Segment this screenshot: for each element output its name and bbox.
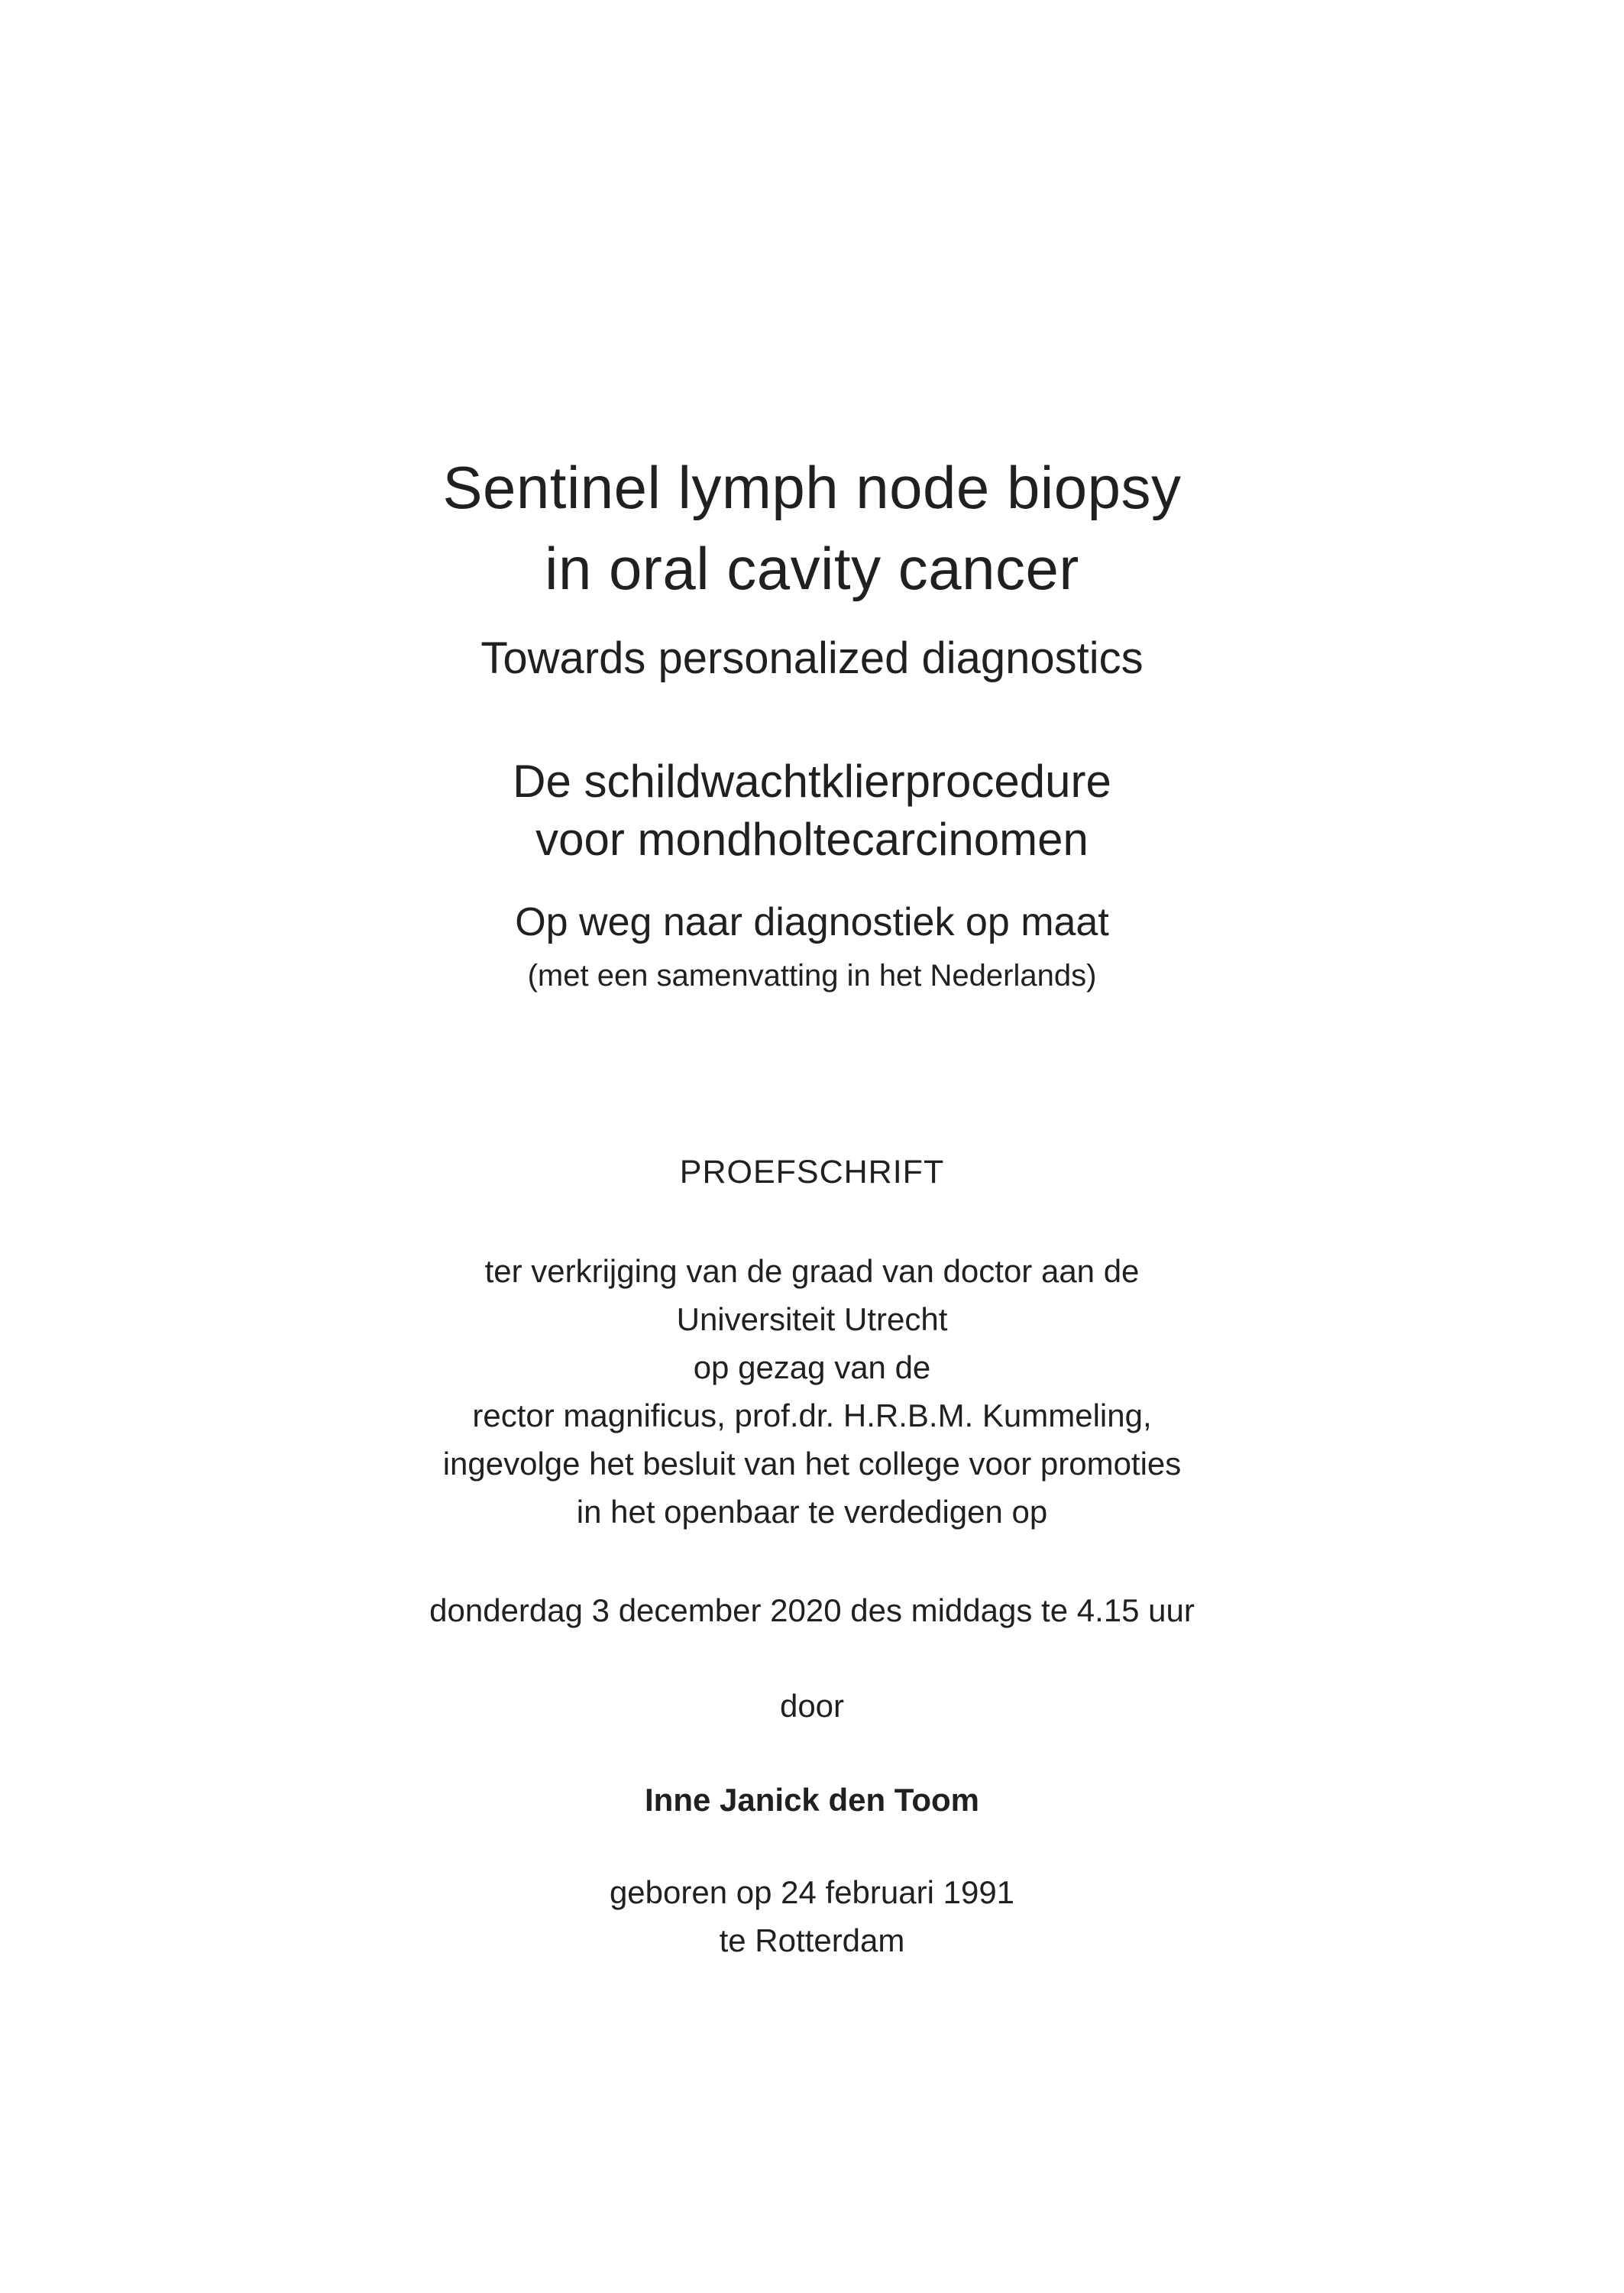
degree-statement-line-5: ingevolge het besluit van het college voor promoties xyxy=(442,1446,1182,1482)
english-subtitle: Towards personalized diagnostics xyxy=(480,633,1144,683)
defense-date: donderdag 3 december 2020 des middags te 4.15 uur xyxy=(429,1592,1195,1628)
birth-date-line: geboren op 24 februari 1991 xyxy=(609,1874,1015,1910)
degree-statement-line-2: Universiteit Utrecht xyxy=(676,1301,948,1337)
degree-statement-line-1: ter verkrijging van de graad van doctor aan de xyxy=(484,1253,1140,1289)
by-label: door xyxy=(779,1688,845,1724)
author-name: Inne Janick den Toom xyxy=(645,1782,979,1818)
degree-statement-line-4: rector magnificus, prof.dr. H.R.B.M. Kummeling, xyxy=(472,1397,1152,1433)
english-title-line-2: in oral cavity cancer xyxy=(545,535,1079,602)
degree-statement xyxy=(0,1247,1624,1536)
degree-statement-line-6: in het openbaar te verdedigen op xyxy=(576,1494,1048,1530)
birth-place-line: te Rotterdam xyxy=(719,1922,905,1958)
birth-info xyxy=(0,1868,1624,1964)
dutch-summary-note: (met een samenvatting in het Nederlands) xyxy=(527,959,1097,993)
dutch-title-line-1: De schildwachtklierprocedure xyxy=(513,756,1111,807)
dutch-title xyxy=(0,753,1624,869)
degree-statement-line-3: op gezag van de xyxy=(693,1349,931,1385)
dutch-subtitle: Op weg naar diagnostiek op maat xyxy=(515,900,1109,944)
english-title xyxy=(0,447,1624,609)
dutch-title-line-2: voor mondholtecarcinomen xyxy=(535,814,1089,865)
proefschrift-heading: PROEFSCHRIFT xyxy=(679,1154,945,1190)
english-title-line-1: Sentinel lymph node biopsy xyxy=(442,454,1182,521)
